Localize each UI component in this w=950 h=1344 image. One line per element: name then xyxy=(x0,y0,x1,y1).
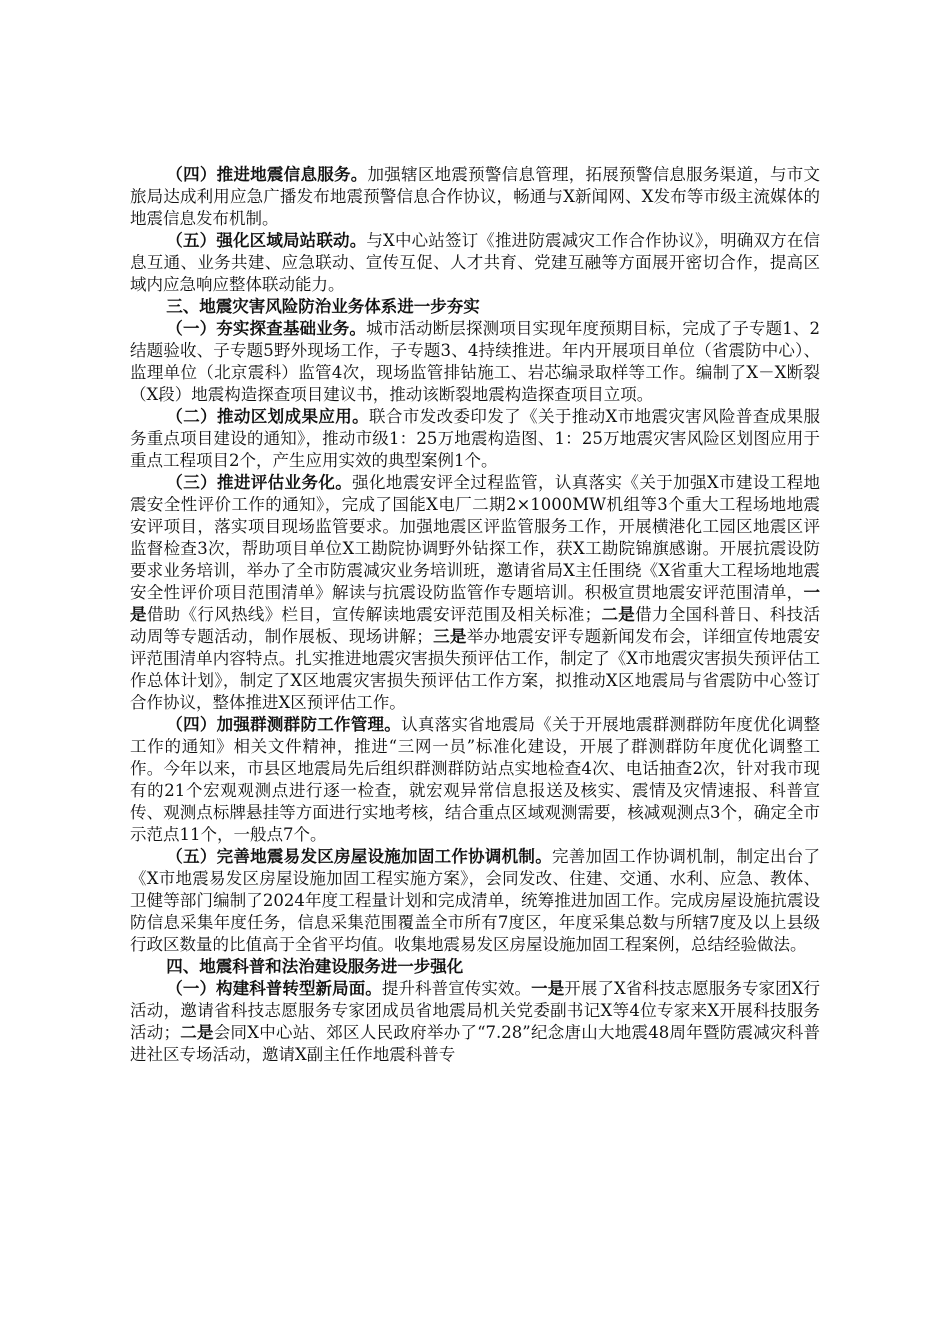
body-paragraph xyxy=(130,230,820,296)
paragraph-text: 与X中心站签订《推进防震减灾工作合作协议》，明确双方在信息互通、业务共建、应急联动、宣传互促、人才共育、党建互融等方面展开密切合作，提高区域内应急响应整体联动能力。 xyxy=(130,231,820,294)
body-paragraph xyxy=(130,846,820,956)
emphasis-text: 二是 xyxy=(601,605,636,624)
body-paragraph xyxy=(130,714,820,846)
paragraph-text: 举办地震安评专题新闻发布会，详细宣传地震安评范围清单内容特点。扎实推进地震灾害损失预评估工作，制定了《X市地震灾害损失预评估工作总体计划》，制定了X区地震灾害损失预评估工作方案，拟推动X区地震局与省震防中心签订合作协议，整体推进X区预评估工作。 xyxy=(130,627,821,712)
paragraph-text: 开展了X省科技志愿服务专家团X行活动，邀请省科技志愿服务专家团成员省地震局机关党委副书记X等4位专家来X开展科技服务活动； xyxy=(130,979,821,1042)
emphasis-text: 二是 xyxy=(180,1023,214,1042)
emphasis-text: 一是 xyxy=(531,979,565,998)
paragraph-lead: （四）加强群测群防工作管理。 xyxy=(166,715,402,734)
paragraph-lead: （五）完善地震易发区房屋设施加固工作协调机制。 xyxy=(166,847,552,866)
paragraph-text: 会同X中心站、郊区人民政府举办了“7.28”纪念唐山大地震48周年暨防震减灾科普进社区专场活动，邀请X副主任作地震科普专 xyxy=(130,1023,821,1064)
emphasis-text: 一是 xyxy=(130,583,820,624)
paragraph-lead: （五）强化区域局站联动。 xyxy=(166,231,367,250)
paragraph-text: 加强辖区地震预警信息管理，拓展预警信息服务渠道，与市文旅局达成利用应急广播发布地震预警信息合作协议，畅通与X新闻网、X发布等市级主流媒体的地震信息发布机制。 xyxy=(130,165,821,228)
emphasis-text: （一）构建科普转型新局面。 xyxy=(166,979,382,998)
emphasis-text: （三）推进评估业务化。 xyxy=(166,473,353,492)
paragraph-text: 完善加固工作协调机制，制定出台了《X市地震易发区房屋设施加固工程实施方案》，会同发改、住建、交通、水利、应急、教体、卫健等部门编制了2024年度工程量计划和完成清单，统筹推进加固工作。完成房屋设施抗震设防信息采集年度任务，信息采集范围覆盖全市所有7度区，年度采集总数与所辖7度及以上县级行政区数量的比值高于全省平均值。收集地震易发区房屋设施加固工程案例，总结经验做法。 xyxy=(130,847,821,954)
paragraph-lead: （四）推进地震信息服务。 xyxy=(166,165,368,184)
section-heading: 四、地震科普和法治建设服务进一步强化 xyxy=(166,957,464,976)
body-paragraph xyxy=(130,406,820,472)
body-paragraph xyxy=(130,318,820,406)
paragraph-lead: （二）推动区划成果应用。 xyxy=(166,407,370,426)
paragraph-text: 强化地震安评全过程监管，认真落实《关于加强X市建设工程地震安全性评价工作的通知》，完成了国能X电厂二期2×1000MW机组等3个重大工程场地地震安评项目，落实项目现场监管要求。加强地震区评监管服务工作，开展横港化工园区地震区评监督检查3次，帮助项目单位X工勘院协调野外钻探工作，获X工勘院锦旗感谢。开展抗震设防要求业务培训，举办了全市防震减灾业务培训班，邀请省局X主任围绕《X省重大工程场地地震安全性评价项目范围清单》解读与抗震设防监管作专题培训。积极宣贯地震安评范围清单， xyxy=(130,473,821,602)
body-paragraph xyxy=(130,164,820,230)
body-paragraph xyxy=(130,472,820,714)
paragraph-text: 城市活动断层探测项目实现年度预期目标，完成了子专题1、2结题验收、子专题5野外现场工作，子专题3、4持续推进。年内开展项目单位（省震防中心）、监理单位（北京震科）监管4次，现场监管排钻施工、岩芯编录取样等工作。编制了X－X断裂（X段）地震构造探查项目建议书，推动该断裂地震构造探查项目立项。 xyxy=(130,319,821,404)
section-heading: 三、地震灾害风险防治业务体系进一步夯实 xyxy=(166,297,480,316)
paragraph-text: 联合市发改委印发了《关于推动X市地震灾害风险普查成果服务重点项目建设的通知》，推动市级1：25万地震构造图、1：25万地震灾害风险区划图应用于重点工程项目2个，产生应用实效的典型案例1个。 xyxy=(130,407,821,470)
emphasis-text: 三是 xyxy=(432,627,467,646)
paragraph-text: 认真落实省地震局《关于开展地震群测群防年度优化调整工作的通知》相关文件精神，推进“三网一员”标准化建设，开展了群测群防年度优化调整工作。今年以来，市县区地震局先后组织群测群防站点实地检查4次、电话抽查2次，针对我市现有的21个宏观观测点进行逐一检查，就宏观异常信息报送及核实、震情及灾情速报、科普宣传、观测点标牌悬挂等方面进行实地考核，结合重点区域观测需要，核减观测点3个，确定全市示范点11个，一般点7个。 xyxy=(130,715,821,844)
body-paragraph xyxy=(130,978,820,1066)
paragraph-text: 借助《行风热线》栏目，宣传解读地震安评范围及相关标准； xyxy=(146,605,602,624)
paragraph-text: 提升科普宣传实效。 xyxy=(381,979,532,998)
paragraph-lead: （一）夯实探查基础业务。 xyxy=(166,319,367,338)
paragraph-text: 借力全国科普日、科技活动周等专题活动，制作展板、现场讲解； xyxy=(130,605,821,646)
